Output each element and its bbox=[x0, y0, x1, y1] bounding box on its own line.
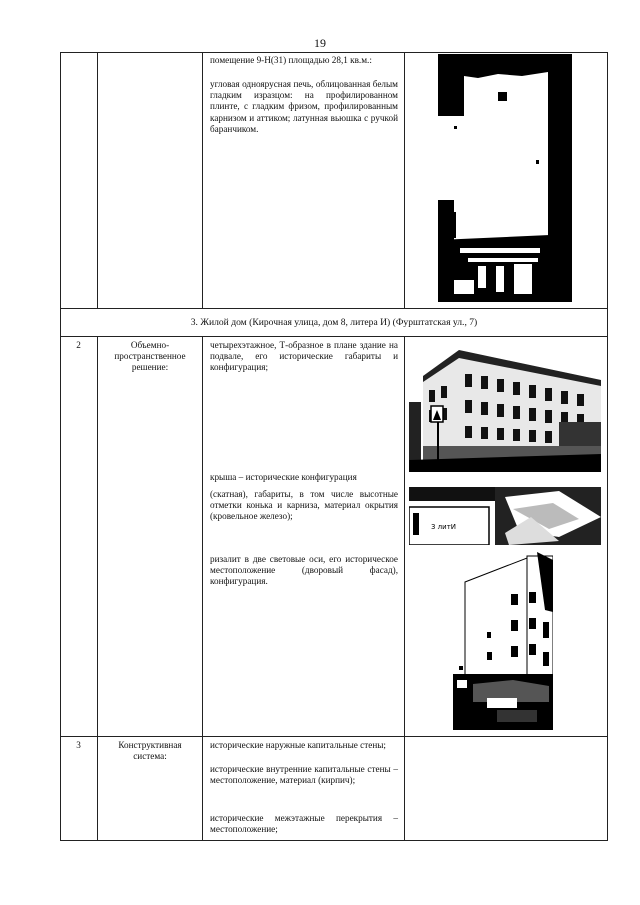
row-item: ризалит в две световые оси, его историческое местоположение (дворовый фасад), конфигурация. bbox=[210, 554, 398, 587]
row-item: исторические наружные капитальные стены; bbox=[210, 740, 386, 750]
column-rule bbox=[202, 52, 203, 308]
stove-description: угловая одноярусная печь, облицованная белым гладким изразцом: на профилированном плинте, с гладким фризом, профилированным карнизом и аттиком; латунная вьюшка с ручкой баранчиком. bbox=[210, 79, 398, 134]
table-border-bottom bbox=[60, 840, 608, 841]
column-rule bbox=[97, 336, 98, 841]
row-number: 2 bbox=[76, 340, 81, 350]
protection-subject-table bbox=[60, 52, 608, 841]
building-facade-photo bbox=[409, 342, 601, 472]
page-number: 19 bbox=[314, 36, 326, 50]
table-border-top bbox=[60, 52, 608, 53]
room-heading: помещение 9-Н(31) площадью 28,1 кв.м.: bbox=[210, 55, 372, 65]
row-item: исторические межэтажные перекрытия – местоположение; bbox=[210, 813, 398, 835]
row-number: 3 bbox=[76, 740, 81, 750]
row-rule bbox=[60, 336, 608, 337]
row-item: крыша – исторические конфигурация bbox=[210, 472, 357, 482]
row-rule bbox=[60, 308, 608, 309]
row-subject: Конструктивная система: bbox=[118, 740, 182, 762]
column-rule bbox=[404, 52, 405, 308]
roof-building-label: 3 литИ bbox=[431, 523, 457, 531]
roof-photo bbox=[409, 487, 601, 545]
courtyard-risalit-photo bbox=[453, 552, 553, 730]
table-border-left bbox=[60, 52, 61, 841]
row-item: четырехэтажное, Т-образное в плане здание на подвале, его исторические габариты и конфигурация; bbox=[210, 340, 398, 373]
column-rule bbox=[404, 336, 405, 841]
column-rule bbox=[97, 52, 98, 308]
row-subject: Объемно-пространственное решение: bbox=[114, 340, 186, 373]
row-item: (скатная), габариты, в том числе высотные отметки конька и карниза, материал окрытия (кровельное железо); bbox=[210, 489, 398, 522]
stove-photo bbox=[438, 54, 572, 302]
column-rule bbox=[202, 336, 203, 841]
table-border-right bbox=[607, 52, 608, 841]
row-rule bbox=[60, 736, 608, 737]
section-title: 3. Жилой дом (Кирочная улица, дом 8, литера И) (Фурштатская ул., 7) bbox=[190, 317, 478, 328]
row-item: исторические внутренние капитальные стены – местоположение, материал (кирпич); bbox=[210, 764, 398, 786]
